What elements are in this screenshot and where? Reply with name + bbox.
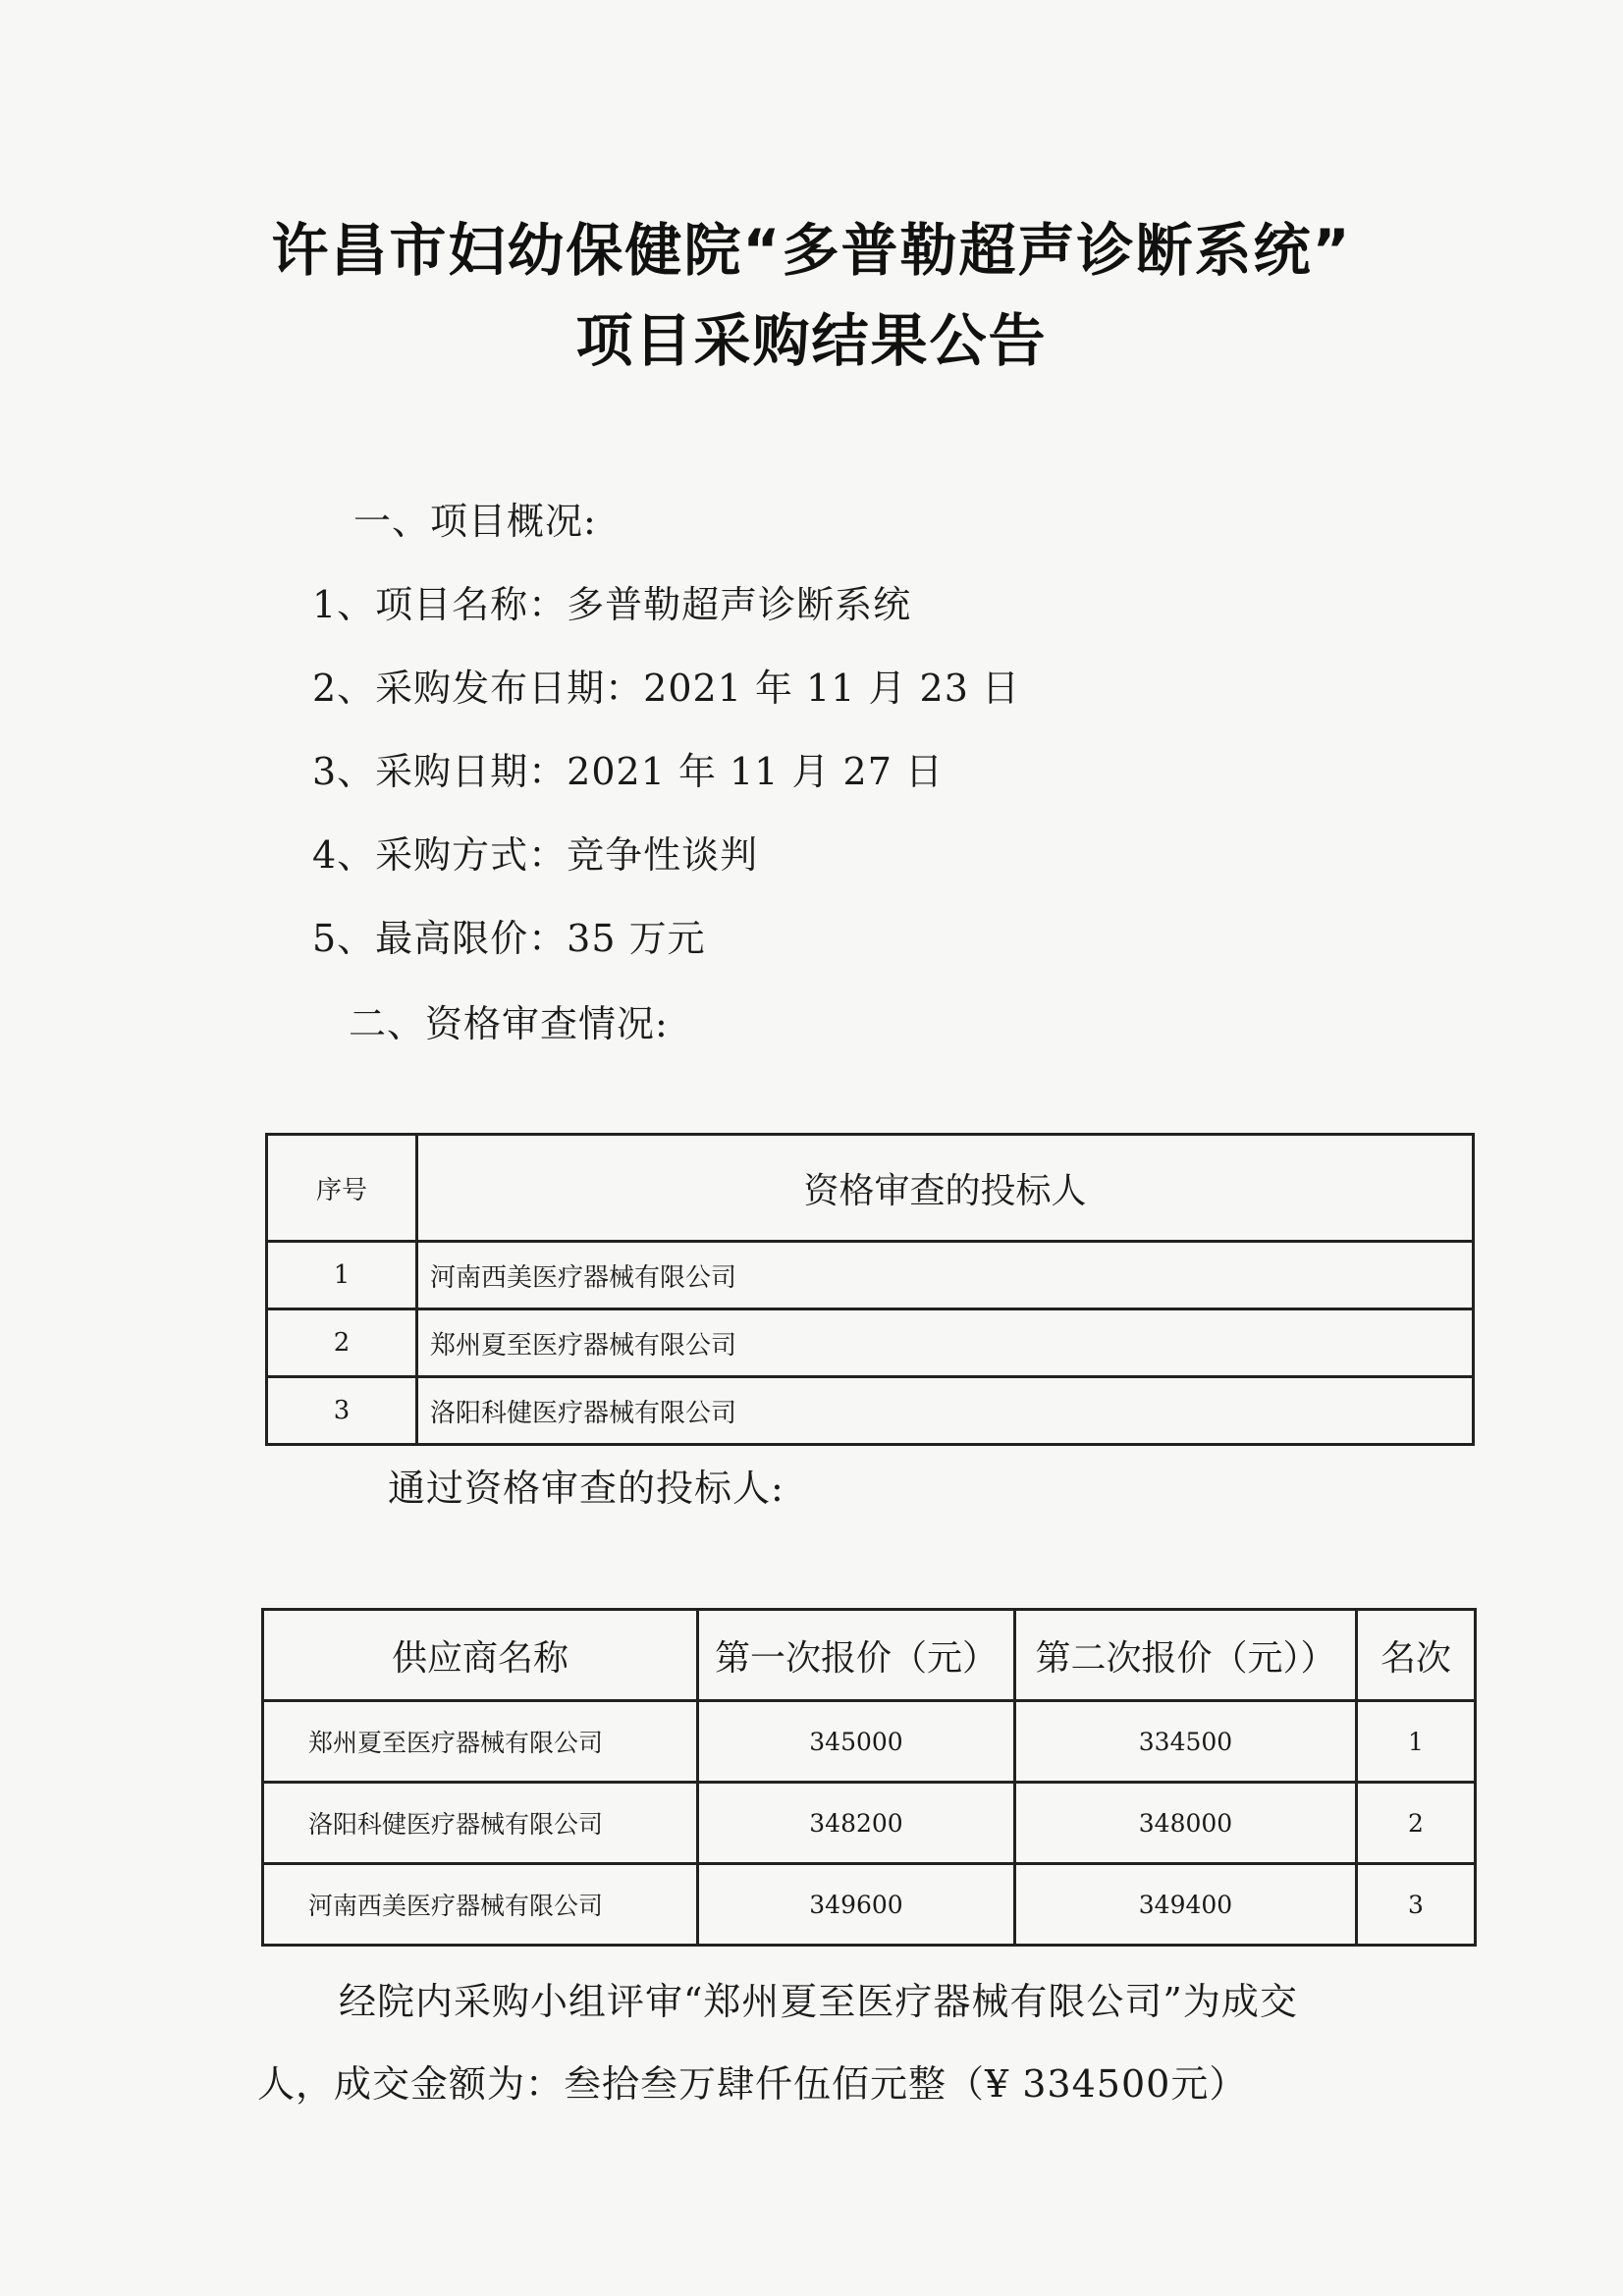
row-first-quote: 349600 xyxy=(698,1864,1015,1946)
table-header-row xyxy=(267,1135,1474,1242)
table-row xyxy=(267,1377,1474,1445)
passed-heading: 通过资格审查的投标人: xyxy=(388,1467,784,1510)
row-serial: 1 xyxy=(267,1242,417,1309)
table-row xyxy=(263,1783,1476,1864)
row-serial: 2 xyxy=(267,1309,417,1377)
conclusion-line-1: 经院内采购小组评审“郑州夏至医疗器械有限公司”为成交 xyxy=(339,1980,1298,2023)
header-bidder: 资格审查的投标人 xyxy=(417,1135,1474,1242)
qualification-table xyxy=(265,1133,1475,1446)
row-supplier: 河南西美医疗器械有限公司 xyxy=(263,1864,698,1946)
section-1-heading: 一、项目概况: xyxy=(353,500,597,543)
table-header-row xyxy=(263,1610,1476,1701)
row-supplier: 郑州夏至医疗器械有限公司 xyxy=(263,1701,698,1783)
overview-item-release-date: 2、采购发布日期：2021 年 11 月 23 日 xyxy=(312,667,1020,710)
header-serial: 序号 xyxy=(267,1135,417,1242)
header-second-quote: 第二次报价（元）） xyxy=(1015,1610,1357,1701)
section-2-heading: 二、资格审查情况: xyxy=(349,1002,669,1045)
row-supplier: 洛阳科健医疗器械有限公司 xyxy=(263,1783,698,1864)
overview-item-max-price: 5、最高限价：35 万元 xyxy=(312,917,706,960)
row-serial: 3 xyxy=(267,1377,417,1445)
row-rank: 3 xyxy=(1357,1864,1476,1946)
row-second-quote: 349400 xyxy=(1015,1864,1357,1946)
row-rank: 2 xyxy=(1357,1783,1476,1864)
header-rank: 名次 xyxy=(1357,1610,1476,1701)
row-second-quote: 348000 xyxy=(1015,1783,1357,1864)
table-row xyxy=(267,1309,1474,1377)
row-rank: 1 xyxy=(1357,1701,1476,1783)
document-title-line-1: 许昌市妇幼保健院“多普勒超声诊断系统” xyxy=(271,217,1352,284)
row-bidder: 郑州夏至医疗器械有限公司 xyxy=(417,1309,1474,1377)
row-first-quote: 348200 xyxy=(698,1783,1015,1864)
overview-item-project-name: 1、项目名称：多普勒超声诊断系统 xyxy=(312,583,912,626)
conclusion-line-2: 人，成交金额为：叁拾叁万肆仟伍佰元整（¥ 334500元） xyxy=(257,2062,1248,2106)
bid-results-table xyxy=(261,1608,1477,1947)
table-row xyxy=(263,1701,1476,1783)
overview-item-purchase-date: 3、采购日期：2021 年 11 月 27 日 xyxy=(312,750,944,793)
overview-item-method: 4、采购方式：竞争性谈判 xyxy=(312,833,759,877)
row-second-quote: 334500 xyxy=(1015,1701,1357,1783)
row-bidder: 洛阳科健医疗器械有限公司 xyxy=(417,1377,1474,1445)
row-bidder: 河南西美医疗器械有限公司 xyxy=(417,1242,1474,1309)
table-row xyxy=(263,1864,1476,1946)
document-title-line-2: 项目采购结果公告 xyxy=(575,307,1048,374)
table-row xyxy=(267,1242,1474,1309)
header-first-quote: 第一次报价（元） xyxy=(698,1610,1015,1701)
row-first-quote: 345000 xyxy=(698,1701,1015,1783)
header-supplier: 供应商名称 xyxy=(263,1610,698,1701)
